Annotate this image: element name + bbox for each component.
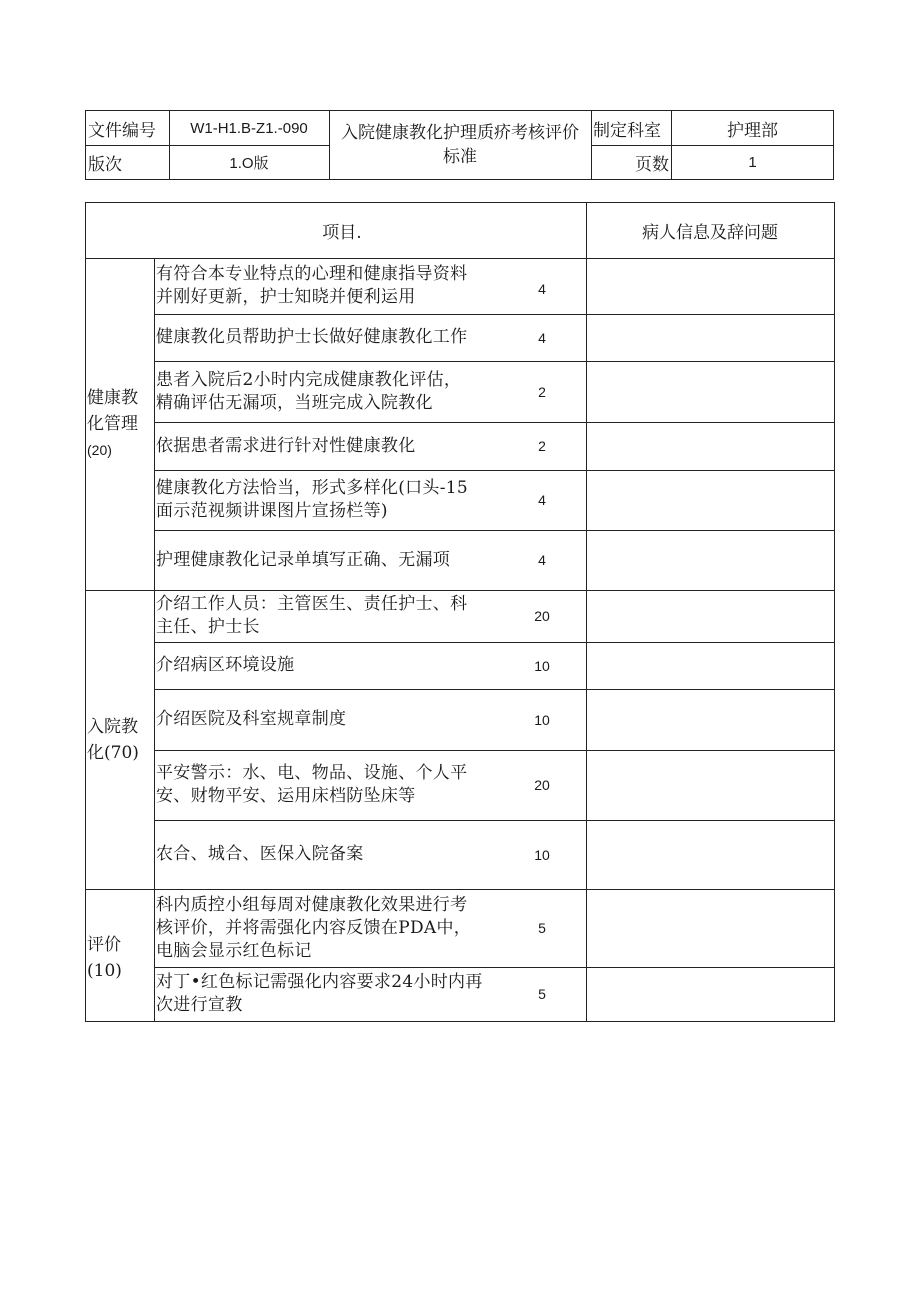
table-row: [154, 820, 524, 889]
item-text: 依据患者需求进行针对性健康教化: [156, 435, 416, 456]
score-value: 2: [538, 383, 546, 400]
table-row: [154, 889, 524, 967]
category-line: (20): [87, 442, 112, 458]
item-text: 护理健康教化记录单填写正确、无漏项: [156, 549, 451, 570]
item-text: 科内质控小组每周对健康教化效果进行考: [156, 894, 468, 915]
version-value: 1.O版: [229, 155, 269, 172]
category-evaluation: [86, 889, 154, 1021]
item-text: 精确评估无漏项，当班完成入院教化: [156, 392, 433, 413]
item-text: 核评价，并将需强化内容反馈在PDA中，: [156, 917, 472, 938]
table-row: [154, 422, 524, 470]
item-text: 面示范视频讲课图片宣扬栏等): [156, 501, 388, 521]
item-text: 主任、护士长: [156, 617, 260, 637]
item-text: 介绍病区环境设施: [156, 655, 295, 675]
score-value: 10: [534, 846, 550, 863]
category-health-education-management: [86, 258, 154, 590]
score-value: 5: [538, 986, 546, 1002]
score-value: 10: [534, 711, 550, 728]
score-value: 20: [534, 608, 550, 624]
item-text: 平安警示：水、电、物品、设施、个人平: [156, 763, 468, 783]
dept-value: 护理部: [727, 120, 778, 141]
score-value: 4: [538, 492, 546, 508]
document-title: [329, 111, 591, 179]
item-text: 电脑会显示红色标记: [156, 940, 312, 961]
item-text: 有符合本专业特点的心理和健康指导资料: [156, 264, 468, 284]
document-title-line1: 入院健康教化护理质疥考核评价: [341, 123, 579, 143]
dept-label: 制定科室: [593, 120, 661, 141]
document-header-table: [85, 110, 834, 180]
category-line: 入院教: [87, 716, 138, 737]
item-text: 次进行宣教: [156, 995, 243, 1015]
item-text: 介绍医院及科室规章制度: [156, 709, 347, 729]
pages-label: 页数: [635, 155, 669, 175]
table-row: [154, 470, 524, 530]
table-row: [154, 258, 524, 314]
item-text: 农合、城合、医保入院备案: [156, 844, 364, 864]
item-text: 患者入院后2小时内完成健康教化评估，: [156, 369, 462, 390]
score-value: 20: [534, 777, 550, 793]
pages-value: 1: [748, 154, 757, 171]
score-value: 2: [538, 438, 546, 454]
table-row: [154, 642, 524, 689]
category-admission-education: [86, 590, 154, 889]
item-text: 介绍工作人员：主管医生、责任护士、科: [156, 594, 468, 614]
category-line: 评价(10): [87, 934, 122, 981]
table-row: [154, 314, 524, 361]
table-row: [154, 530, 524, 590]
table-row: [154, 967, 524, 1021]
item-text: 并刚好更新，护士知晓并便利运用: [156, 287, 416, 307]
item-text: 对丁•红色标记需强化内容要求24小时内再: [156, 972, 483, 992]
category-line: 化(70): [87, 742, 139, 763]
table-row: [154, 361, 524, 422]
item-text: 安、财物平安、运用床档防坠床等: [156, 786, 416, 806]
score-value: 4: [538, 552, 546, 568]
category-line: 健康教: [87, 388, 138, 408]
score-value: 4: [538, 329, 546, 346]
item-text: 健康教化方法恰当，形式多样化(口头-15: [156, 478, 469, 498]
column-header-problem: 病人信息及辞问题: [642, 223, 778, 243]
score-value: 10: [534, 657, 550, 674]
doc-number-value: W1-H1.B-Z1.-090: [190, 119, 308, 137]
doc-number-label: 文件编号: [88, 120, 156, 141]
assessment-table: [85, 202, 835, 1022]
document-title-line2: 标准: [443, 147, 477, 167]
item-text: 健康教化员帮助护士长做好健康教化工作: [156, 327, 468, 347]
table-row: [154, 750, 524, 820]
version-label: 版次: [88, 155, 122, 175]
table-row: [154, 689, 524, 750]
category-line: 化管理: [87, 414, 138, 434]
column-header-item: 项目.: [322, 223, 362, 243]
score-value: 4: [538, 280, 546, 297]
score-value: 5: [538, 920, 546, 936]
table-row: [154, 590, 524, 642]
